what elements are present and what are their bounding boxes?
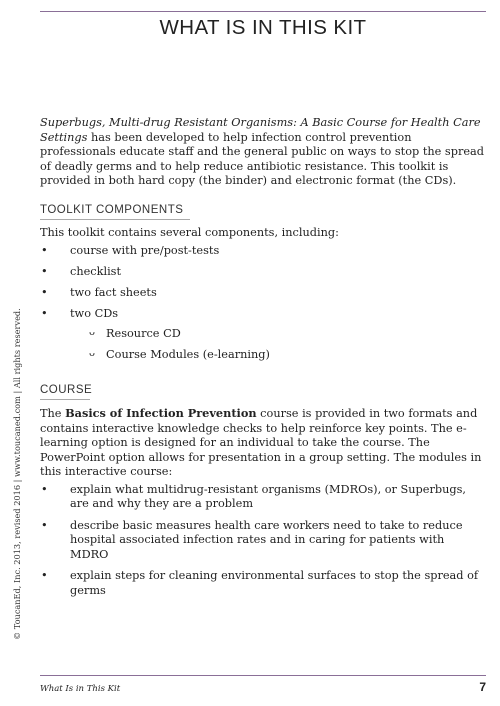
section-heading-course: COURSE [40,383,90,401]
bullet-icon: • [41,482,48,496]
components-lead: This toolkit contains several components, including: [40,226,339,239]
top-rule [40,11,486,12]
bullet-icon: • [41,518,48,532]
sub-bullet-icon: ᴗ [89,327,96,338]
list-item: • two fact sheets [41,285,157,299]
bullet-icon: • [41,569,48,582]
list-item: • explain steps for cleaning environmental surfaces to stop the spread of germs [41,569,479,597]
bullet-icon: • [41,285,48,299]
cd-sub-list [70,327,486,363]
bullet-icon: • [41,264,48,278]
list-item: • describe basic measures health care workers need to take to reduce hospital associated infection rates and in caring for patients with MDRO [41,518,463,561]
components-heading-wrap [40,203,486,221]
course-heading-wrap [40,383,486,401]
bullet-icon: • [41,306,48,320]
components-list [40,244,486,363]
sub-list-item: ᴗ Resource CD [89,327,181,340]
sub-bullet-icon: ᴗ [89,348,96,359]
course-name: Basics of Infection Prevention [65,406,257,420]
sub-list-item: ᴗ Course Modules (e-learning) [89,348,270,361]
list-item: • explain what multidrug-resistant organisms (MDROs), or Superbugs, are and why they are a problem [41,482,467,510]
list-item: • two CDs ᴗ Resource CD ᴗ Course Modules (e-learning) [40,307,486,363]
page-number: 7 [479,680,486,694]
intro-paragraph [40,116,486,189]
intro-course-title: Superbugs, Multi-drug Resistant Organisms: A Basic Course for Health Care Settings [40,116,481,144]
page-content [40,116,486,605]
page-title: WHAT IS IN THIS KIT [159,16,367,39]
list-item: • course with pre/post-tests [41,243,220,257]
bottom-rule [40,675,486,676]
intro-text: has been developed to help infection control prevention professionals educate staff and the general public on ways to stop the spread of deadly germs and to help reduce antibiotic resistance. This toolkit is provided in both hard copy (the binder) and electronic format (the CDs). [40,130,485,187]
side-copyright: © ToucanEd, Inc. 2013, revised 2016 | www.toucaned.com | All rights reserved. [12,308,22,640]
course-list [40,483,486,599]
section-heading-components: TOOLKIT COMPONENTS [40,203,190,221]
bullet-icon: • [41,243,48,257]
footer-title: What Is in This Kit [40,684,121,694]
course-paragraph: The Basics of Infection Prevention course is provided in two formats and contains interactive knowledge checks to help reinforce key points. The e-learning option is designed for an individual to take the course. The PowerPoint option allows for presentation in a group setting. The modules in this interactive course: [40,406,482,478]
list-item: • checklist [41,264,122,278]
